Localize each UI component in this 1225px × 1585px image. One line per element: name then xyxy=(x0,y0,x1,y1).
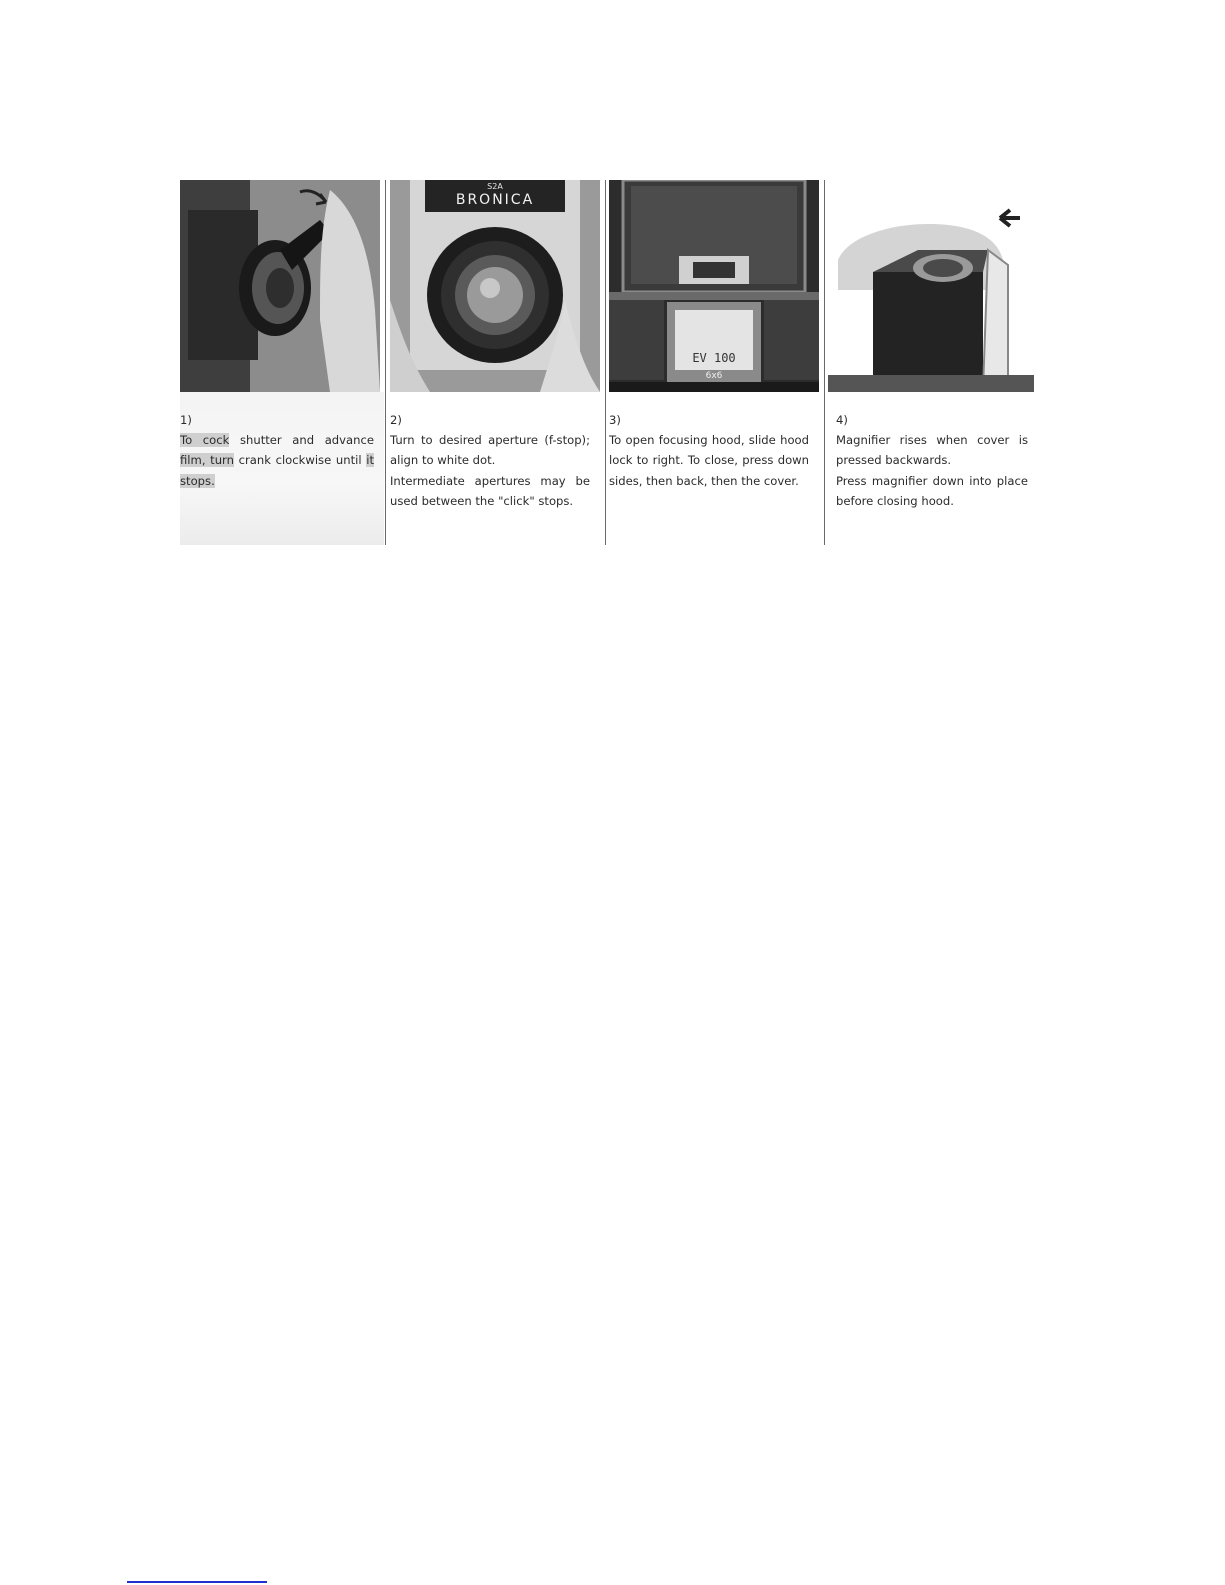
focusing-hood-photo-illustration xyxy=(609,180,819,392)
footer-link-underline xyxy=(127,1581,267,1583)
aperture-photo-illustration xyxy=(390,180,600,392)
format-label: 6x6 xyxy=(705,371,723,381)
step-3-number: 3) xyxy=(609,413,621,427)
step-1-text-c: film, turn xyxy=(180,453,234,468)
instruction-strip xyxy=(180,180,1040,545)
step-3-line-1: To open focusing hood, slide hood lock to right. To close, press down sides, then back, then the cover. xyxy=(609,433,809,488)
step-1-panel xyxy=(180,180,384,545)
step-4-caption xyxy=(836,410,1028,511)
divider-3 xyxy=(824,180,825,545)
step-2-number: 2) xyxy=(390,413,402,427)
step-1-text xyxy=(180,430,374,491)
step-4-photo xyxy=(828,180,1034,392)
step-2-photo xyxy=(390,180,600,392)
camera-brand-label: BRONICA xyxy=(455,192,535,208)
magnifier-photo-illustration xyxy=(828,180,1034,392)
step-4-panel xyxy=(828,180,1036,545)
divider-2 xyxy=(605,180,606,545)
lens-ev-label: EV 100 xyxy=(692,351,736,365)
step-1-text-a: To cock xyxy=(180,433,230,448)
crank-photo-illustration xyxy=(180,180,380,392)
step-2-caption xyxy=(390,410,590,511)
step-2-line-1: Turn to desired aperture (f-stop); align to white dot. xyxy=(390,433,590,468)
step-1-text-b: shutter and advance xyxy=(229,433,374,448)
step-1-text-d: crank clockwise until xyxy=(233,453,367,468)
step-4-number: 4) xyxy=(836,413,848,427)
step-1-text-e: it stops. xyxy=(180,453,374,488)
step-3-photo xyxy=(609,180,819,392)
camera-model-label: S2A xyxy=(487,182,503,191)
step-4-line-1: Magnifier rises when cover is pressed backwards. xyxy=(836,433,1028,468)
step-2-line-2: Intermediate apertures may be used between the "click" stops. xyxy=(390,473,590,508)
step-2-panel xyxy=(390,180,600,545)
step-3-caption xyxy=(609,410,809,491)
step-1-caption xyxy=(180,410,374,491)
step-3-panel xyxy=(609,180,819,545)
step-4-line-2: Press magnifier down into place before closing hood. xyxy=(836,473,1028,508)
step-1-number: 1) xyxy=(180,413,192,427)
divider-1 xyxy=(385,180,386,545)
step-1-photo xyxy=(180,180,380,392)
